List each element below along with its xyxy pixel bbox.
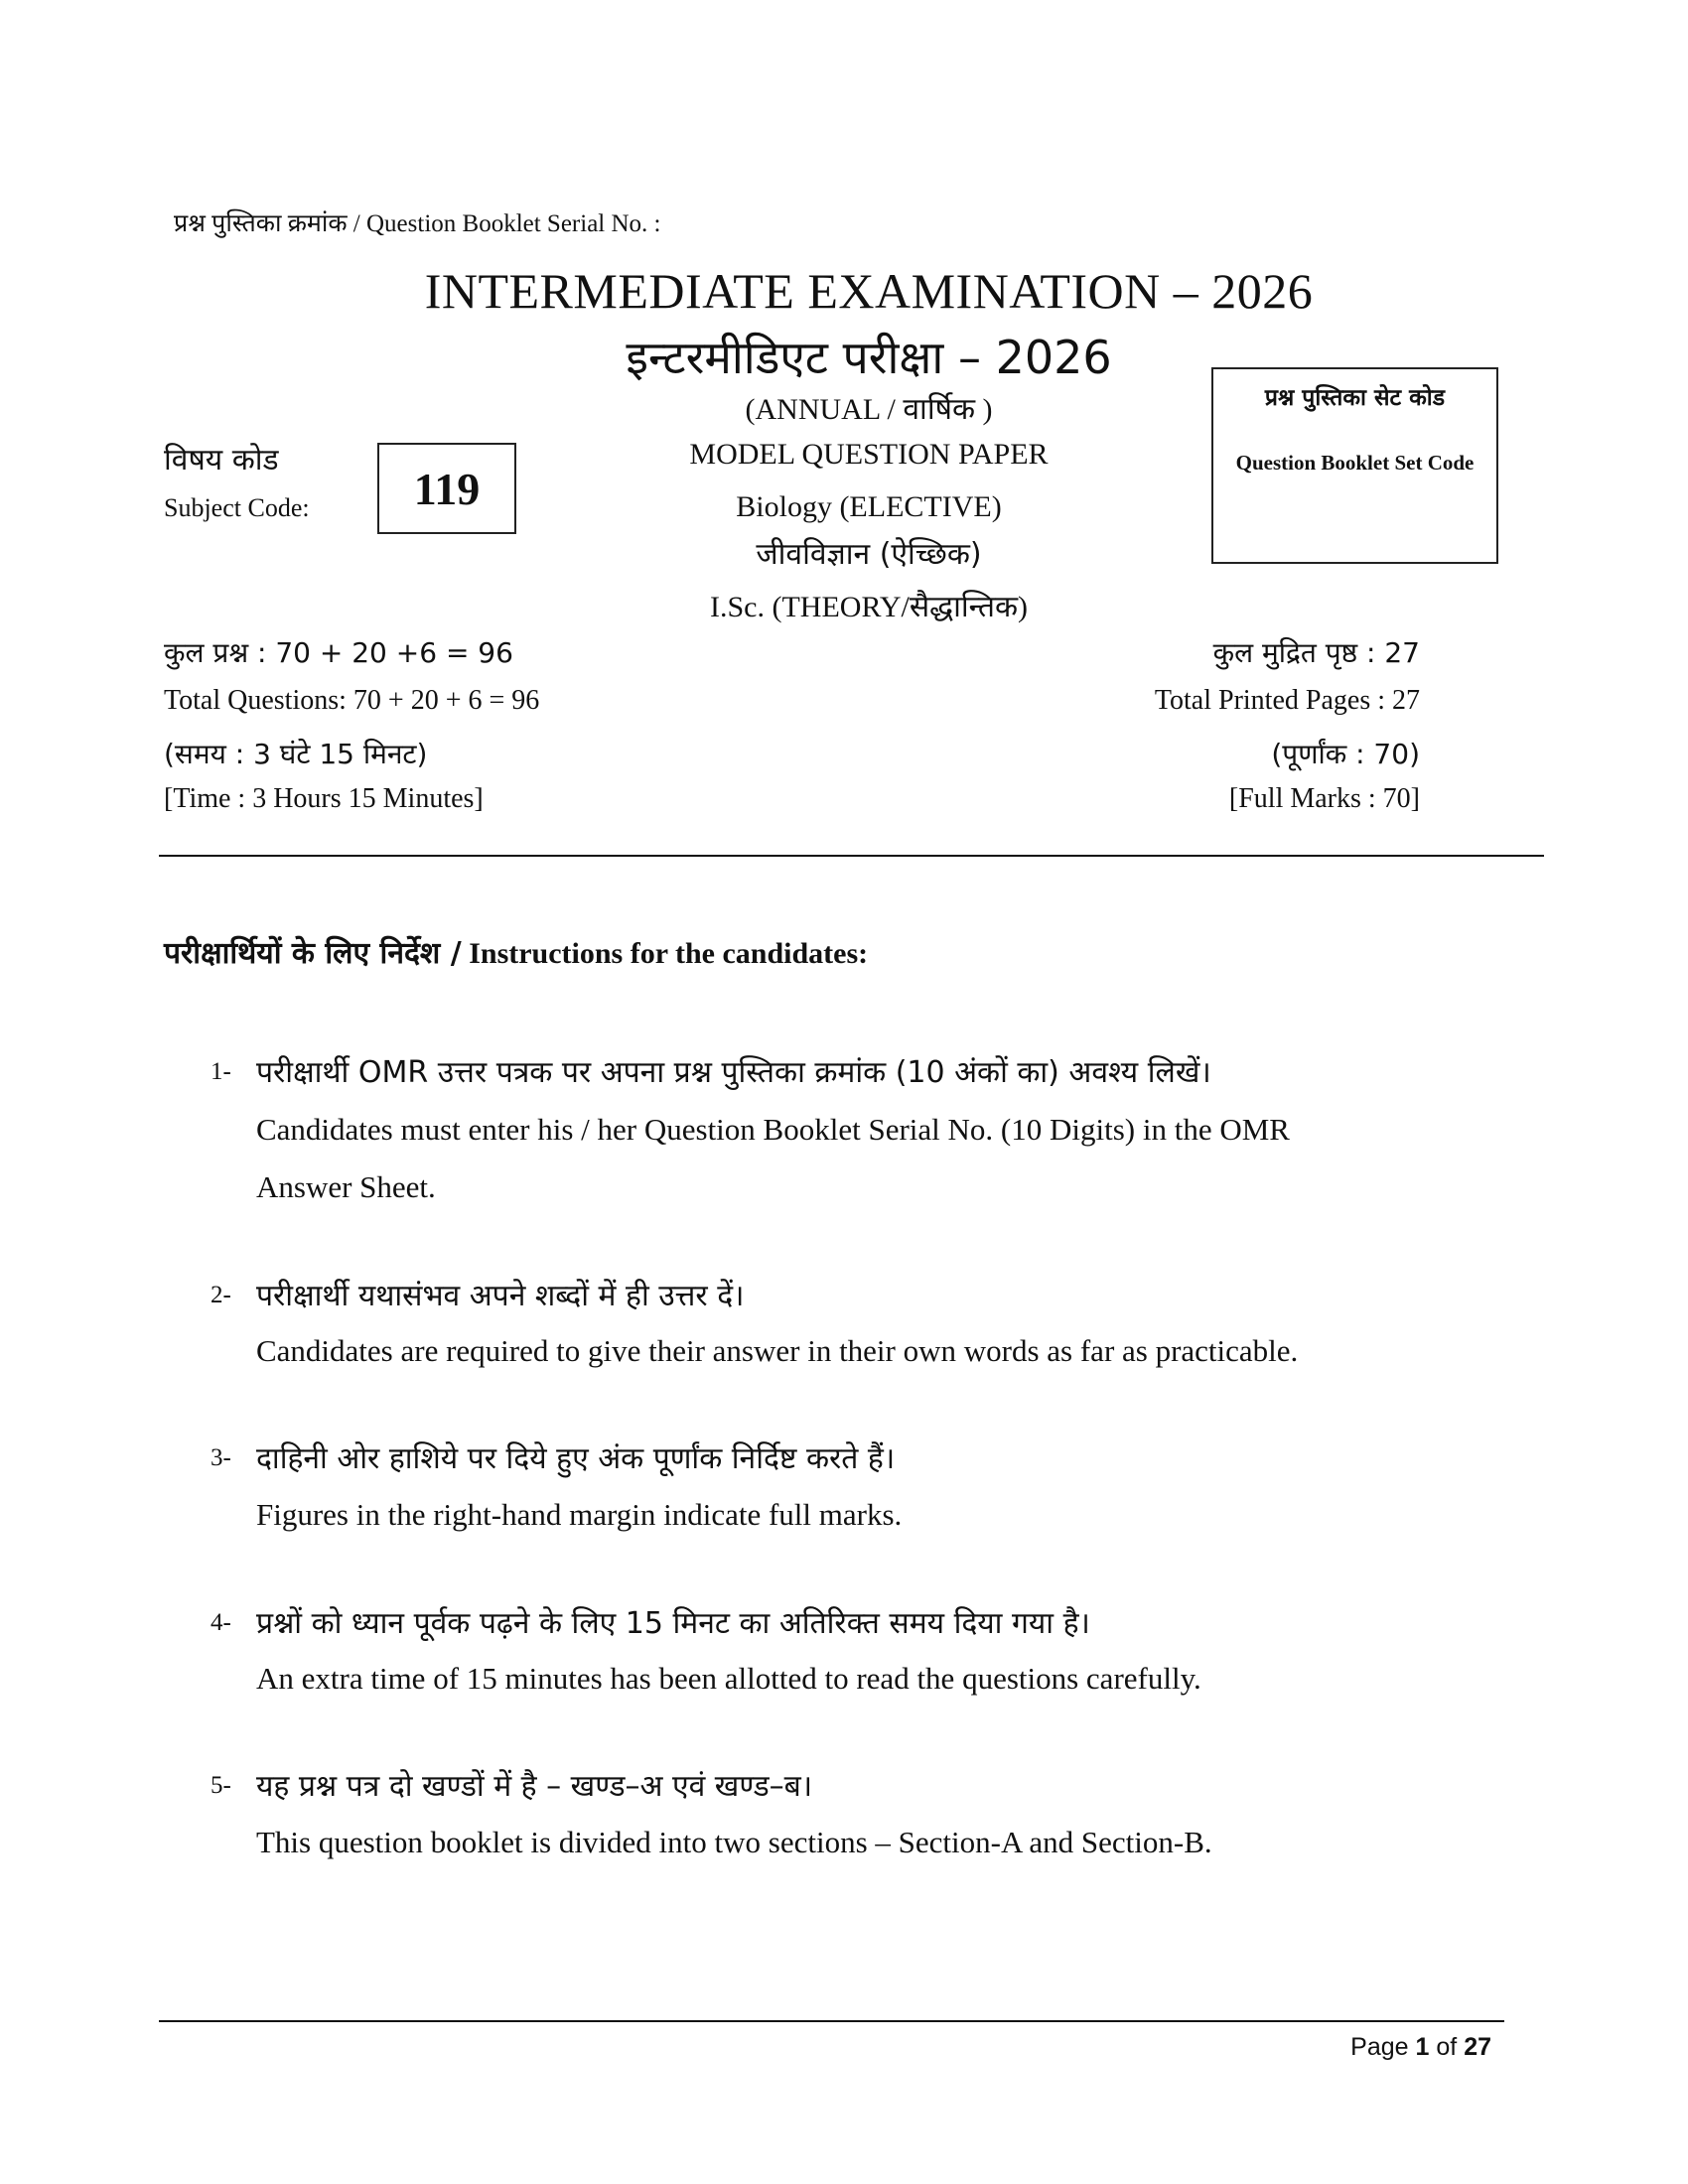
footer-divider [159, 2020, 1504, 2022]
course-label: I.Sc. (THEORY/सैद्धान्तिक) [710, 591, 1028, 623]
page-word: Page [1350, 2033, 1409, 2061]
instruction-text-hindi: यह प्रश्न पत्र दो खण्डों में है – खण्ड–अ एवं खण्ड–ब। [256, 1769, 813, 1804]
instruction-text-english: An extra time of 15 minutes has been allotted to read the questions carefully. [256, 1661, 1201, 1696]
subject-code-label-english: Subject Code: [164, 493, 310, 522]
page-of-word: of [1436, 2033, 1458, 2061]
instruction-number: 2- [211, 1282, 231, 1308]
instructions-heading-hindi: परीक्षार्थियों के लिए निर्देश / [164, 936, 462, 971]
subject-code-box [377, 443, 516, 534]
page-number [1350, 2033, 1491, 2062]
time-hindi: (समय : 3 घंटे 15 मिनट) [164, 738, 428, 770]
booklet-set-code-box [1211, 367, 1498, 564]
subject-code-value: 119 [413, 463, 481, 514]
instruction-text-hindi: परीक्षार्थी OMR उत्तर पत्रक पर अपना प्रश्न पुस्तिका क्रमांक (10 अंकों का) अवश्य लिखें। [256, 1055, 1211, 1090]
serial-number-label: प्रश्न पुस्तिका क्रमांक / Question Booklet Serial No. : [174, 210, 661, 237]
instruction-text-english: Candidates must enter his / her Question Booklet Serial No. (10 Digits) in the OMR [256, 1112, 1290, 1147]
subject-name-hindi: जीवविज्ञान (ऐच्छिक) [756, 537, 982, 572]
subject-code-label-hindi: विषय कोड [164, 443, 279, 478]
full-marks-hindi: (पूर्णांक : 70) [1271, 738, 1420, 770]
model-paper-label: MODEL QUESTION PAPER [689, 438, 1049, 471]
total-questions-hindi: कुल प्रश्न : 70 + 20 +6 = 96 [164, 636, 513, 669]
instruction-text-english: Candidates are required to give their answer in their own words as far as practicable. [256, 1333, 1299, 1368]
instruction-text-hindi: परीक्षार्थी यथासंभव अपने शब्दों में ही उत्तर दें। [256, 1279, 745, 1313]
total-pages-hindi: कुल मुद्रित पृष्ठ : 27 [1212, 636, 1420, 669]
instructions-heading-english: Instructions for the candidates: [469, 937, 869, 970]
instruction-text-english: This question booklet is divided into two sections – Section-A and Section-B. [256, 1825, 1212, 1859]
exam-title-english: INTERMEDIATE EXAMINATION – 2026 [424, 263, 1314, 319]
time-english: [Time : 3 Hours 15 Minutes] [164, 783, 484, 814]
instruction-number: 1- [211, 1058, 231, 1085]
instruction-number: 4- [211, 1609, 231, 1636]
total-questions-english: Total Questions: 70 + 20 + 6 = 96 [164, 685, 540, 716]
page-total: 27 [1464, 2033, 1491, 2061]
instruction-text-english: Figures in the right-hand margin indicate full marks. [256, 1497, 903, 1532]
total-pages-english: Total Printed Pages : 27 [1154, 685, 1420, 716]
instruction-number: 5- [211, 1772, 231, 1799]
annual-label: (ANNUAL / वार्षिक ) [745, 393, 993, 426]
full-marks-english: [Full Marks : 70] [1228, 783, 1420, 814]
instructions-heading [164, 931, 868, 972]
instruction-text-hindi: प्रश्नों को ध्यान पूर्वक पढ़ने के लिए 15 मिनट का अतिरिक्त समय दिया गया है। [256, 1606, 1090, 1641]
page-current: 1 [1415, 2033, 1430, 2061]
set-code-label-hindi: प्रश्न पुस्तिका सेट कोड [1264, 385, 1446, 411]
header-divider [159, 855, 1544, 857]
instruction-text-english: Answer Sheet. [256, 1169, 436, 1204]
instruction-text-hindi: दाहिनी ओर हाशिये पर दिये हुए अंक पूर्णांक निर्दिष्ट करते हैं। [256, 1441, 896, 1476]
instruction-number: 3- [211, 1444, 231, 1471]
set-code-label-english: Question Booklet Set Code [1235, 451, 1475, 475]
exam-title-hindi: इन्टरमीडिएट परीक्षा – 2026 [626, 331, 1112, 384]
subject-name-english: Biology (ELECTIVE) [736, 490, 1002, 523]
